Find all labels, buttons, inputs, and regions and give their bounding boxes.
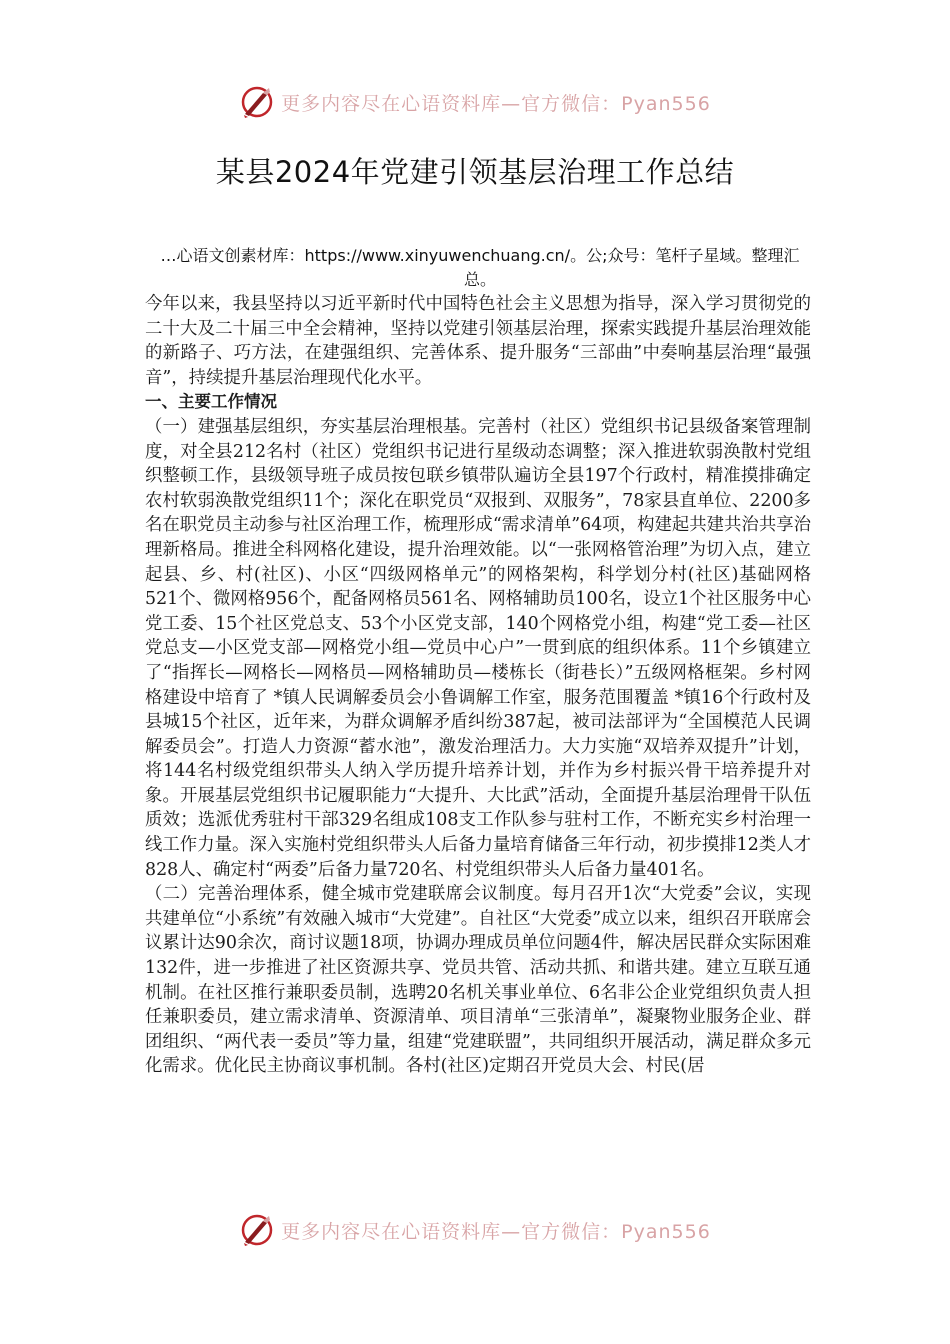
body-paragraph-1: （一）建强基层组织，夯实基层治理根基。完善村（社区）党组织书记县级备案管理制度，对全县212名村（社区）党组织书记进行星级动态调整；深入推进软弱涣散村党组织整顿工作，县级领导班子成员按包联乡镇带队遍访全县197个行政村，精准摸排确定农村软弱涣散党组织11个；深化在职党员“双报到、双服务”，78家县直单位、2200多名在职党员主动参与社区治理工作，梳理形成“需求清单”64项，构建起共建共治共享治理新格局。推进全科网格化建设，提升治理效能。以“一张网格管治理”为切入点，建立起县、乡、村(社区)、小区“四级网格单元”的网格架构，科学划分村(社区)基础网格521个、微网格956个，配备网格员561名、网格辅助员100名，设立1个社区服务中心党工委、15个社区党总支、53个小区党支部，140个网格党小组，构建“党工委—社区党总支—小区党支部—网格党小组—党员中心户”一贯到底的组织体系。11个乡镇建立了“指挥长—网格长—网格员—网格辅助员—楼栋长（街巷长）”五级网格框架。乡村网格建设中培育了 *镇人民调解委员会小鲁调解工作室，服务范围覆盖 *镇16个行政村及县城15个社区，近年来，为群众调解矛盾纠纷387起，被司法部评为“全国模范人民调解委员会”。打造人力资源“蓄水池”，激发治理活力。大力实施“双培养双提升”计划，将144名村级党组织带头人纳入学历提升培养计划，并作为乡村振兴骨干培养提升对象。开展基层党组织书记履职能力“大提升、大比武”活动，全面提升基层治理骨干队伍质效；选派优秀驻村干部329名组成108支工作队参与驻村工作，不断充实乡村治理一线工作力量。深入实施村党组织带头人后备力量培育储备三年行动，初步摸排12类人才828人、确定村“两委”后备力量720名、村党组织带头人后备力量401名。 bbox=[145, 416, 811, 880]
watermark-text: 更多内容尽在心语资料库—官方微信：Pyan556 bbox=[281, 1220, 711, 1243]
watermark-banner-bottom bbox=[0, 1210, 950, 1250]
brush-logo-icon bbox=[239, 84, 275, 120]
document-body bbox=[145, 292, 811, 1079]
brush-logo-icon bbox=[239, 1212, 275, 1248]
body-paragraph-2: （二）完善治理体系，健全城市党建联席会议制度。每月召开1次“大党委”会议，实现共建单位“小系统”有效融入城市“大党建”。自社区“大党委”成立以来，组织召开联席会议累计达90余次，商讨议题18项，协调办理成员单位问题4件，解决居民群众实际困难132件，进一步推进了社区资源共享、党员共管、活动共抓、和谐共建。建立互联互通机制。在社区推行兼职委员制，选聘20名机关事业单位、6名非公企业党组织负责人担任兼职委员，建立需求清单、资源清单、项目清单“三张清单”，凝聚物业服务企业、群团组织、“两代表一委员”等力量，组建“党建联盟”，共同组织开展活动，满足群众多元化需求。优化民主协商议事机制。各村(社区)定期召开党员大会、村民(居 bbox=[145, 884, 811, 1077]
watermark-banner-top bbox=[0, 82, 950, 122]
watermark-text: 更多内容尽在心语资料库—官方微信：Pyan556 bbox=[281, 92, 711, 115]
section-heading: 一、主要工作情况 bbox=[145, 392, 277, 412]
page-title: 某县2024年党建引领基层治理工作总结 bbox=[215, 155, 735, 189]
intro-paragraph: 今年以来，我县坚持以习近平新时代中国特色社会主义思想为指导，深入学习贯彻党的二十大及二十届三中全会精神，坚持以党建引领基层治理，探索实践提升基层治理效能的新路子、巧方法，在建强组织、完善体系、提升服务“三部曲”中奏响基层治理“最强音”，持续提升基层治理现代化水平。 bbox=[145, 294, 811, 388]
source-note: …心语文创素材库：https://www.xinyuwenchuang.cn/。公;众号：笔杆子星域。整理汇总。 bbox=[160, 246, 800, 289]
